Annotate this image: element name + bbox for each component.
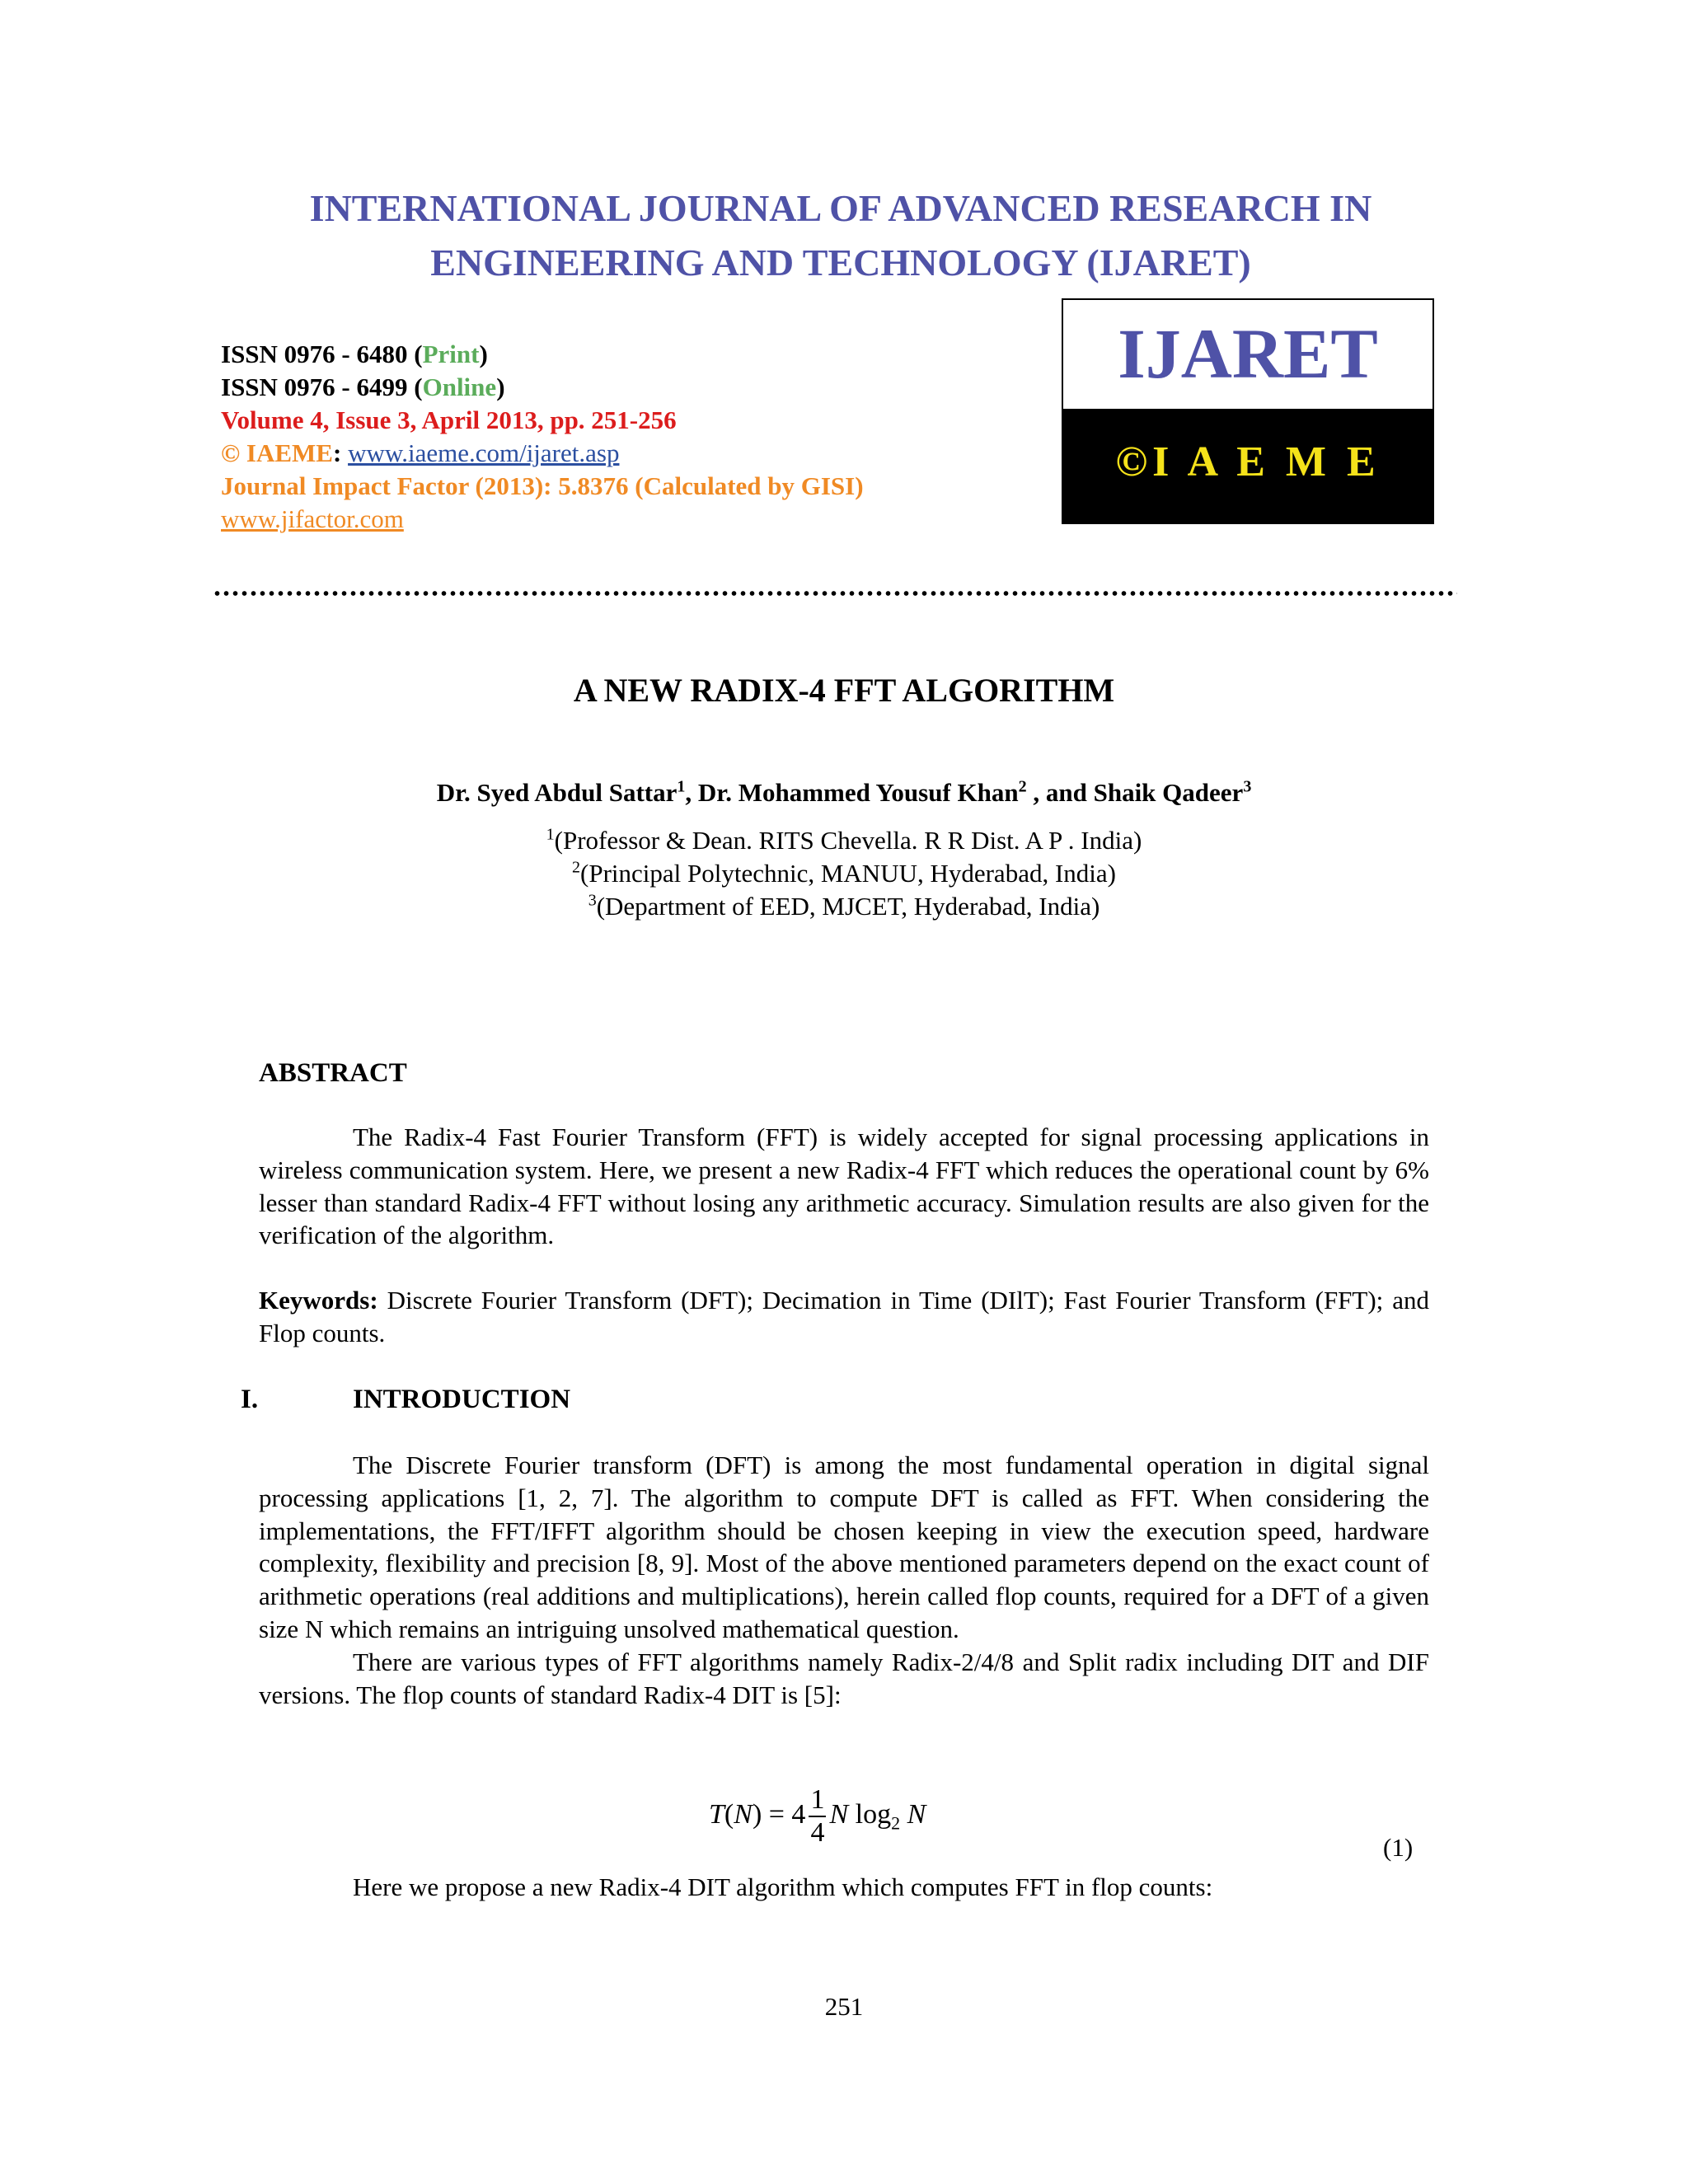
logo-iaeme-text: ©I A E M E bbox=[1063, 409, 1432, 524]
jifactor-url-link[interactable]: www.jifactor.com bbox=[221, 504, 404, 533]
iaeme-url-link[interactable]: www.iaeme.com/ijaret.asp bbox=[348, 438, 620, 467]
logo-ijaret-text: IJARET bbox=[1118, 314, 1378, 393]
author-2: , Dr. Mohammed Yousuf Khan bbox=[685, 778, 1019, 807]
keywords bbox=[259, 1284, 1429, 1350]
equation-number: (1) bbox=[1383, 1833, 1414, 1862]
affiliation-3: $^3$(Department of EED, MJCET, Hyderabad, India) bbox=[588, 891, 1100, 921]
ijaret-logo bbox=[1062, 298, 1434, 524]
journal-meta bbox=[221, 338, 864, 536]
affiliation-1: $^1$(Professor & Dean. RITS Chevella. R R Dist. A P . India) bbox=[546, 825, 1142, 855]
section-heading-introduction: INTRODUCTION bbox=[353, 1385, 571, 1414]
post-equation-text: Here we propose a new Radix-4 DIT algorithm which computes FFT in flop counts: bbox=[353, 1872, 1213, 1901]
volume-info: Volume 4, Issue 3, April 2013, pp. 251-256 bbox=[221, 405, 677, 434]
abstract-text: The Radix-4 Fast Fourier Transform (FFT) is widely accepted for signal processing applications in wireless communication system. Here, we present a new Radix-4 FFT which reduces the operational count by 6% lesser than standard Radix-4 FFT without losing any arithmetic accuracy. Simulation results are also given for the verification of the algorithm. bbox=[259, 1122, 1429, 1250]
authors-line: Dr. Syed Abdul Sattar$^1$, Dr. Mohammed Yousuf Khan$^2$ , and Shaik Qadeer$^3$ bbox=[436, 777, 1252, 807]
print-label: Print bbox=[422, 340, 480, 368]
fraction: $\frac{1}{4}$ bbox=[810, 1784, 825, 1848]
keywords-list: Discrete Fourier Transform (DFT); Decimation in Time (DIlT); Fast Fourier Transform (FFT); and Flop counts. bbox=[259, 1286, 1429, 1347]
affiliation-2: $^2$(Principal Polytechnic, MANUU, Hyderabad, India) bbox=[572, 858, 1116, 888]
keywords-label: Keywords: bbox=[259, 1286, 378, 1315]
journal-title bbox=[198, 181, 1484, 290]
intro-paragraph-1: The Discrete Fourier transform (DFT) is among the most fundamental operation in digital signal processing applications [1, 2, 7]. The algorithm to compute DFT is called as FFT. When considering the implementations, the FFT/IFFT algorithm should be chosen keeping in view the execution speed, hardware complexity, flexibility and precision [8, 9]. Most of the above mentioned parameters depend on the exact count of arithmetic operations (real additions and multiplications), herein called flop counts, required for a DFT of a given size N which remains an intriguing unsolved mathematical question. bbox=[259, 1451, 1429, 1643]
journal-title-line2: ENGINEERING AND TECHNOLOGY (IJARET) bbox=[430, 241, 1251, 284]
online-label: Online bbox=[422, 373, 497, 401]
issn-online: ISSN 0976 - 6499 (Online) bbox=[221, 373, 505, 401]
dotted-divider bbox=[213, 590, 1457, 597]
issn-print: ISSN 0976 - 6480 (Print) bbox=[221, 340, 488, 368]
author-3: , and Shaik Qadeer bbox=[1026, 778, 1244, 807]
introduction-text bbox=[259, 1449, 1429, 1711]
equation-1: T(N) = 4 $\frac{1}{4}$ N $\log_2 N$ bbox=[709, 1784, 926, 1848]
author-1: Dr. Syed Abdul Sattar bbox=[436, 778, 678, 807]
page-number: 251 bbox=[824, 1992, 864, 2021]
impact-factor: Journal Impact Factor (2013): 5.8376 (Calculated by GISI) bbox=[221, 471, 864, 500]
intro-paragraph-2: There are various types of FFT algorithms namely Radix-2/4/8 and Split radix including DIT and DIF versions. The flop counts of standard Radix-4 DIT is [5]: bbox=[259, 1647, 1429, 1709]
abstract-heading: ABSTRACT bbox=[259, 1058, 407, 1088]
affiliations bbox=[0, 824, 1688, 923]
journal-title-line1: INTERNATIONAL JOURNAL OF ADVANCED RESEARCH IN bbox=[309, 187, 1372, 229]
iaeme-label: © IAEME bbox=[221, 438, 333, 467]
paper-title: A NEW RADIX-4 FFT ALGORITHM bbox=[573, 672, 1115, 709]
iaeme-line: © IAEME: www.iaeme.com/ijaret.asp bbox=[221, 438, 620, 467]
section-number: I. bbox=[241, 1385, 259, 1414]
